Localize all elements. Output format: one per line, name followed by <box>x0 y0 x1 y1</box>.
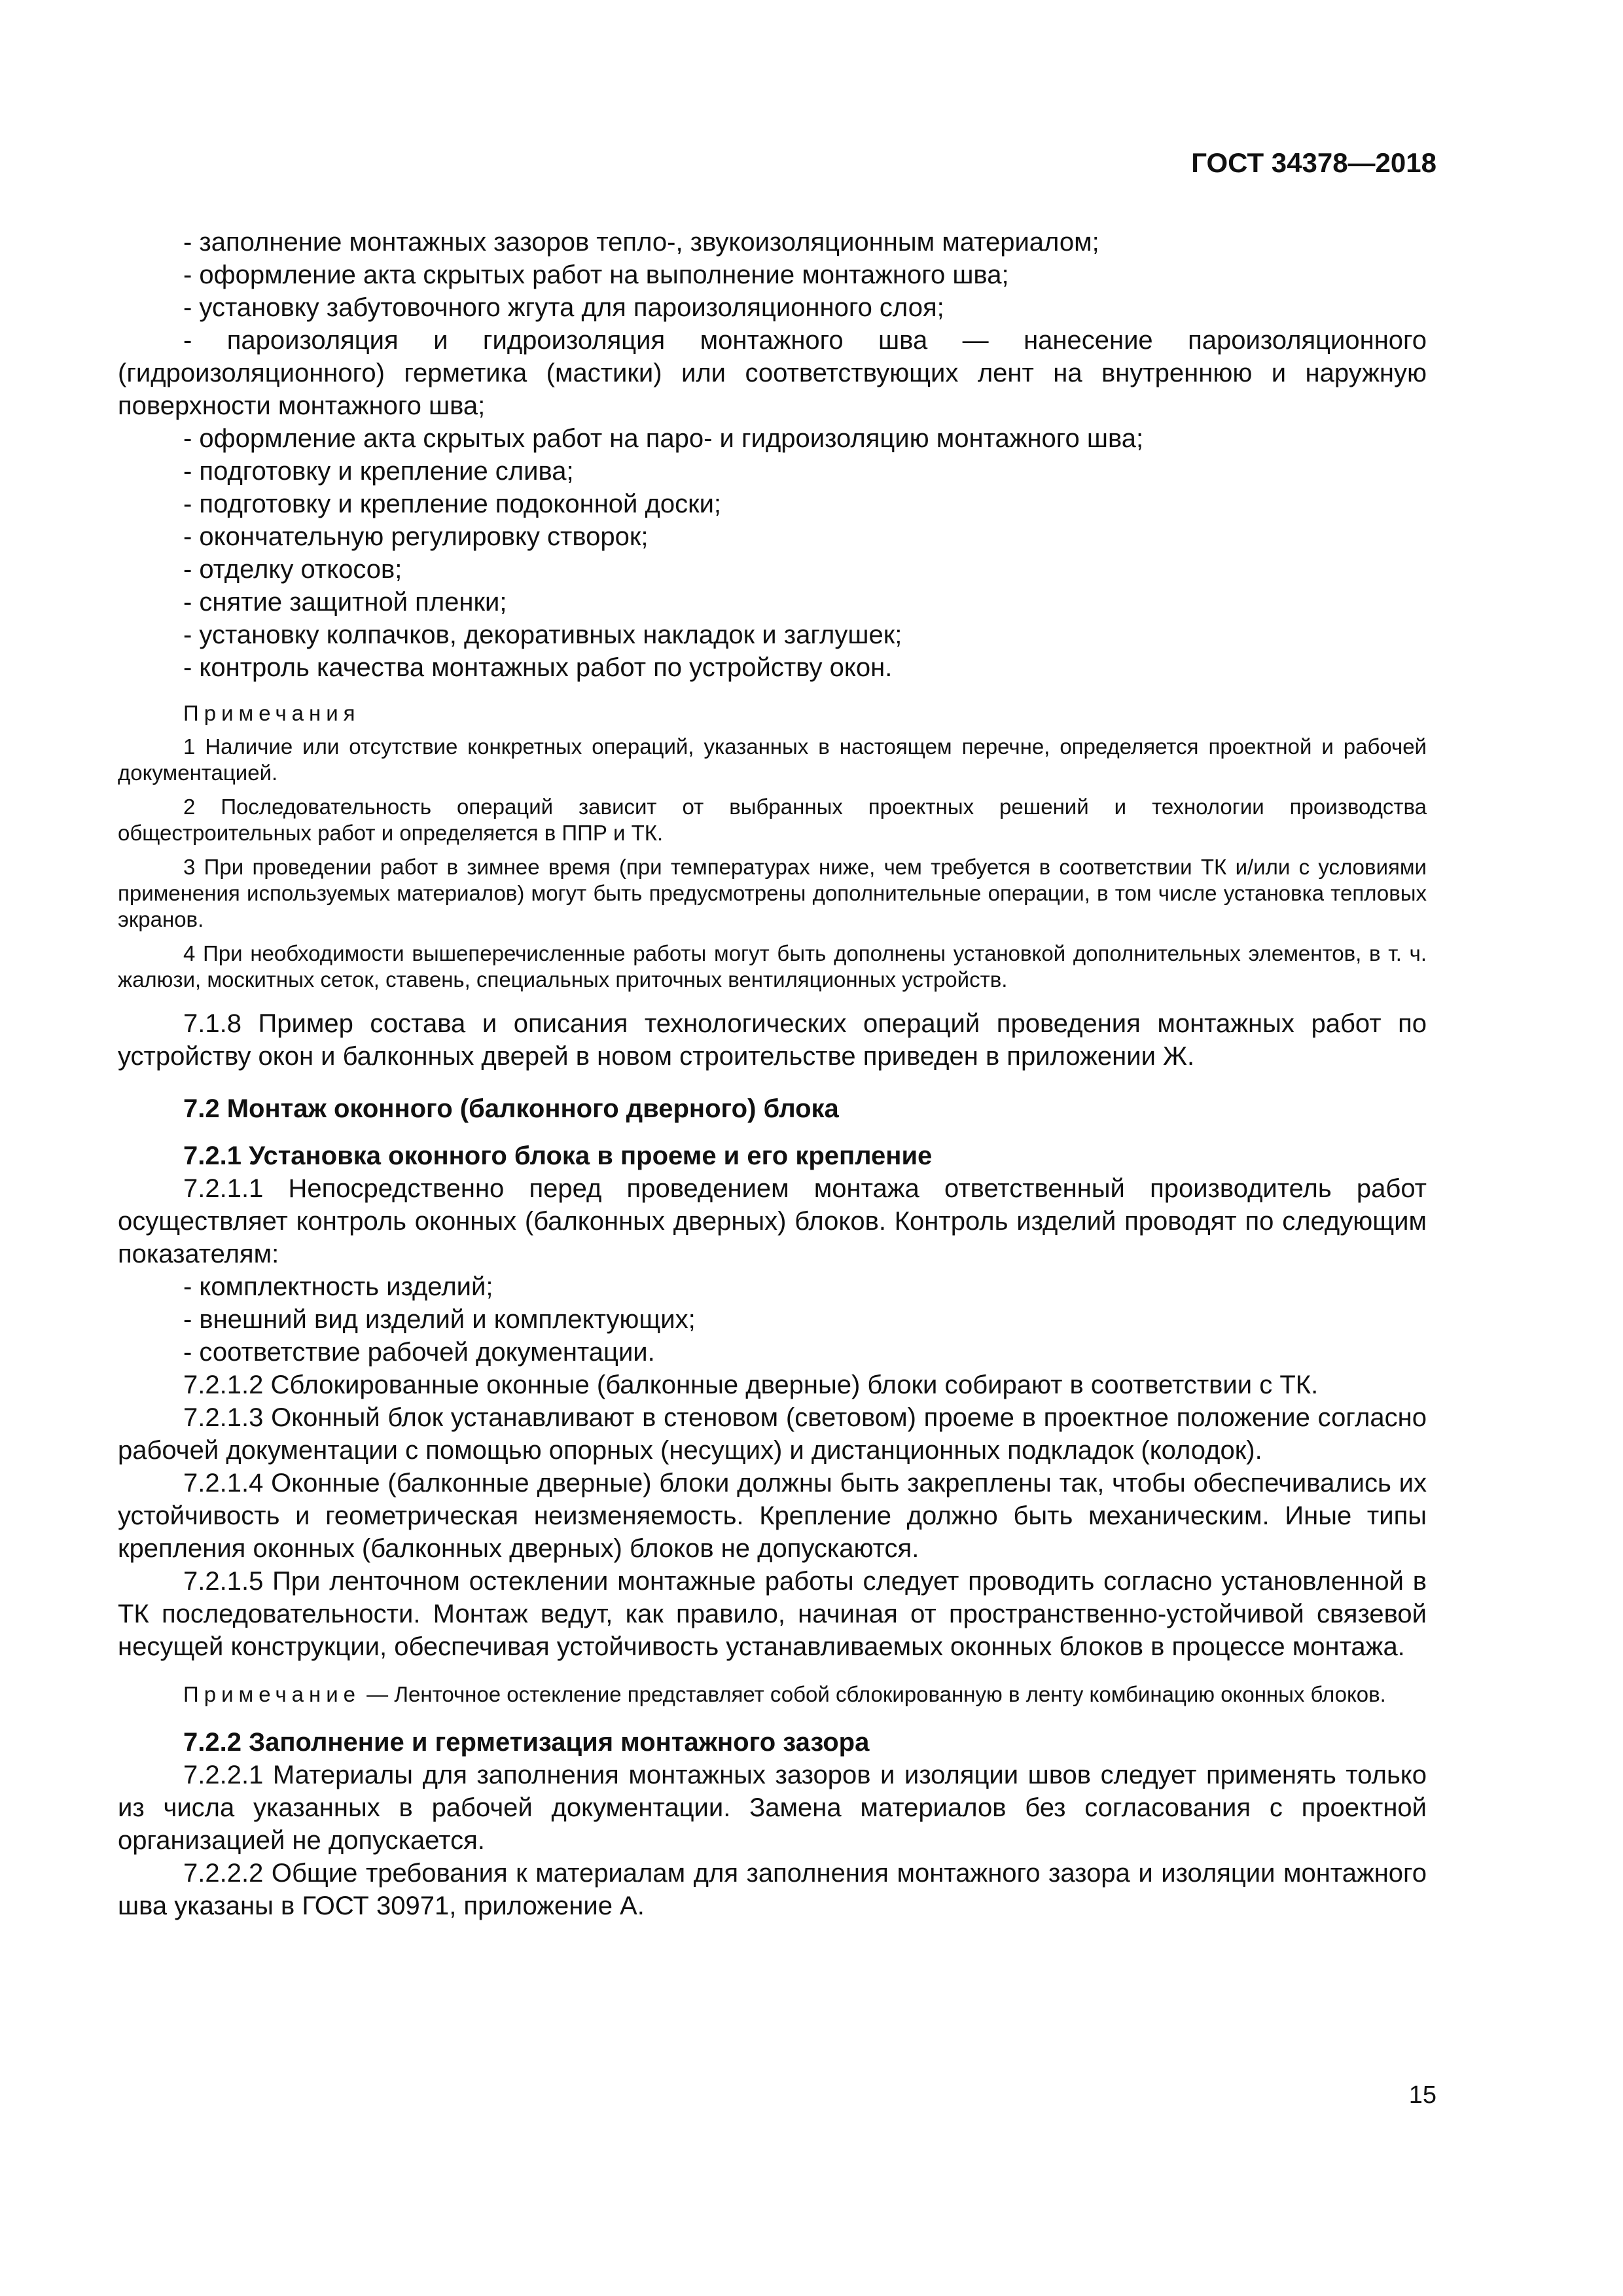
list-item: - подготовку и крепление подоконной доски; <box>183 490 722 518</box>
list-item: - снятие защитной пленки; <box>183 588 507 617</box>
subsection-heading-7-2-2: 7.2.2 Заполнение и герметизация монтажного зазора <box>183 1728 870 1757</box>
note-item: 1 Наличие или отсутствие конкретных операций, указанных в настоящем перечне, определяется проектной и рабочей документацией. <box>118 734 1427 785</box>
list-item: - окончательную регулировку створок; <box>183 522 649 551</box>
document-body <box>118 226 1427 1922</box>
list-item-long: - пароизоляция и гидроизоляция монтажного шва — нанесение пароизоляционного (гидроизоляционного) герметика (мастики) или соответствующих лент на внутреннюю и наружную поверхности монтажного шва; <box>118 326 1427 420</box>
list-item: - подготовку и крепление слива; <box>183 457 574 486</box>
subsection-heading-7-2-1: 7.2.1 Установка оконного блока в проеме и его крепление <box>183 1141 933 1170</box>
inline-note-text: — Ленточное остекление представляет собой сблокированную в ленту комбинацию оконных блоков. <box>361 1682 1386 1706</box>
list-item: - соответствие рабочей документации. <box>183 1338 655 1367</box>
paragraph-7-2-1-1: 7.2.1.1 Непосредственно перед проведением монтажа ответственный производитель работ осуществляет контроль оконных (балконных дверных) блоков. Контроль изделий проводят по следующим показателям: <box>118 1174 1427 1268</box>
list-item: - установку колпачков, декоративных накладок и заглушек; <box>183 620 902 649</box>
list-item: - отделку откосов; <box>183 555 402 584</box>
list-item: - оформление акта скрытых работ на выполнение монтажного шва; <box>183 260 1009 289</box>
document-header: ГОСТ 34378—2018 <box>1191 147 1436 178</box>
page-number: 15 <box>1408 2081 1436 2109</box>
list-item: - установку забутовочного жгута для пароизоляционного слоя; <box>183 293 944 322</box>
section-heading-7-2: 7.2 Монтаж оконного (балконного дверного) блока <box>183 1094 839 1123</box>
paragraph-7-2-1-5: 7.2.1.5 При ленточном остеклении монтажные работы следует проводить согласно установленной в ТК последовательности. Монтаж ведут, как правило, начиная от пространственно-устойчивой связевой несущей конструкции, обеспечивая устойчивость устанавливаемых оконных блоков в процессе монтажа. <box>118 1567 1427 1661</box>
note-item: 4 При необходимости вышеперечисленные работы могут быть дополнены установкой дополнительных элементов, в т. ч. жалюзи, москитных сеток, ставень, специальных приточных вентиляционных устройств. <box>118 941 1427 992</box>
list-item: - оформление акта скрытых работ на паро- и гидроизоляцию монтажного шва; <box>183 424 1144 453</box>
list-item: - контроль качества монтажных работ по устройству окон. <box>183 653 893 682</box>
paragraph-7-1-8: 7.1.8 Пример состава и описания технологических операций проведения монтажных работ по устройству окон и балконных дверей в новом строительстве приведен в приложении Ж. <box>118 1009 1427 1071</box>
note-item: 2 Последовательность операций зависит от выбранных проектных решений и технологии производства общестроительных работ и определяется в ППР и ТК. <box>118 795 1427 845</box>
paragraph-7-2-1-2: 7.2.1.2 Сблокированные оконные (балконные дверные) блоки собирают в соответствии с ТК. <box>183 1371 1319 1399</box>
list-item: - внешний вид изделий и комплектующих; <box>183 1305 696 1334</box>
inline-note-label: Примечание <box>183 1682 361 1706</box>
paragraph-7-2-2-2: 7.2.2.2 Общие требования к материалам для заполнения монтажного зазора и изоляции монтажного шва указаны в ГОСТ 30971, приложение А. <box>118 1859 1427 1920</box>
paragraph-7-2-2-1: 7.2.2.1 Материалы для заполнения монтажных зазоров и изоляции швов следует применять только из числа указанных в рабочей документации. Замена материалов без согласования с проектной организацией не допускается. <box>118 1761 1427 1855</box>
notes-title: Примечания <box>183 701 361 725</box>
inline-note <box>118 1681 1427 1708</box>
paragraph-7-2-1-4: 7.2.1.4 Оконные (балконные дверные) блоки должны быть закреплены так, чтобы обеспечивались их устойчивость и геометрическая неизменяемость. Крепление должно быть механическим. Иные типы крепления оконных (балконных дверных) блоков не допускаются. <box>118 1469 1427 1563</box>
note-item: 3 При проведении работ в зимнее время (при температурах ниже, чем требуется в соответствии ТК и/или с условиями применения используемых материалов) могут быть предусмотрены дополнительные операции, в том числе установка тепловых экранов. <box>118 855 1427 931</box>
paragraph-7-2-1-3: 7.2.1.3 Оконный блок устанавливают в стеновом (световом) проеме в проектное положение согласно рабочей документации с помощью опорных (несущих) и дистанционных подкладок (колодок). <box>118 1403 1427 1465</box>
list-item: - заполнение монтажных зазоров тепло-, звукоизоляционным материалом; <box>183 228 1099 257</box>
list-item: - комплектность изделий; <box>183 1272 493 1301</box>
